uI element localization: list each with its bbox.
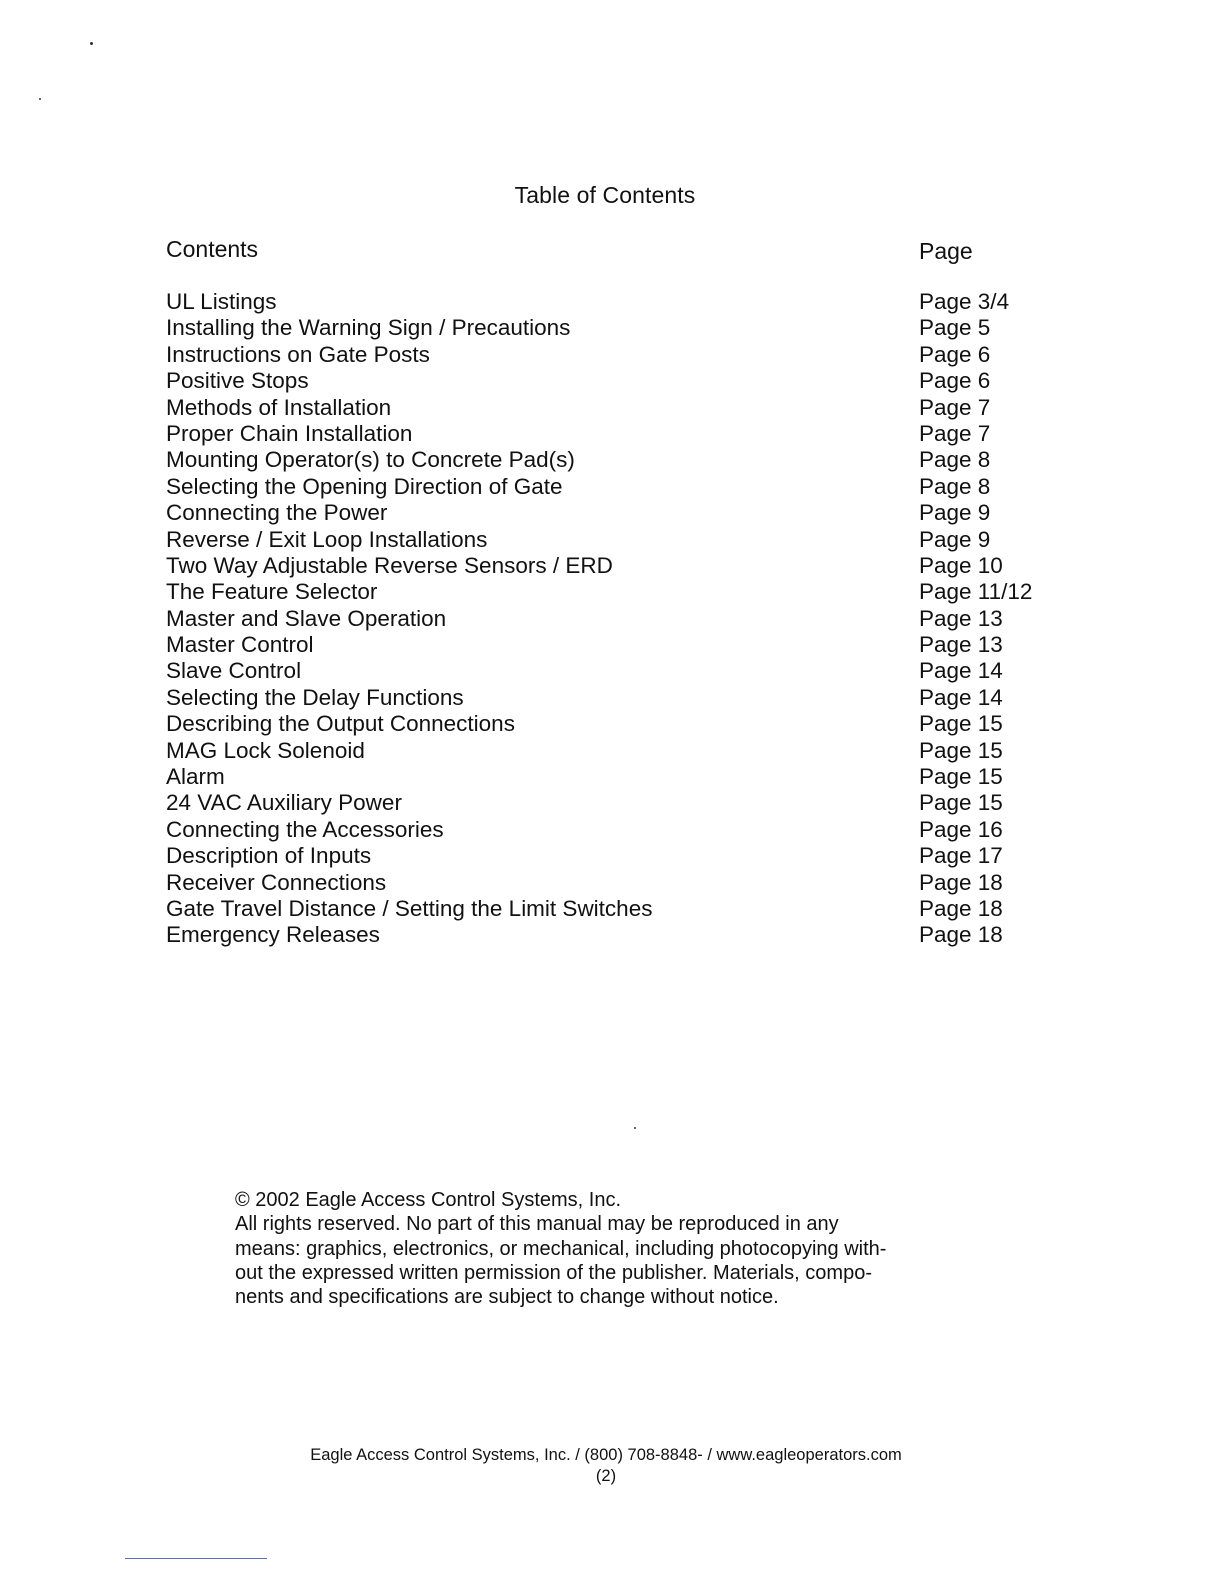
copyright-text-line: All rights reserved. No part of this manual may be reproduced in any [235,1213,839,1236]
toc-entry [166,658,1066,684]
toc-entry-title: Mounting Operator(s) to Concrete Pad(s) [166,447,575,473]
copyright-text-line: nents and specifications are subject to change without notice. [235,1286,779,1309]
footer-contact: Eagle Access Control Systems, Inc. / (800) 708-8848- / www.eagleoperators.com [310,1446,902,1464]
toc-entry-page: Page 10 [919,552,1003,578]
toc-entry [166,421,1066,447]
toc-entry [166,342,1066,368]
page-footer [0,1445,1212,1487]
toc-entry-page: Page 13 [919,605,1003,631]
toc-entry-title: 24 VAC Auxiliary Power [166,790,402,816]
scan-speck [39,98,41,100]
toc-entry-page: Page 8 [919,447,991,473]
toc-entry [166,685,1066,711]
toc-entry-page: Page 5 [919,315,991,341]
toc-entry-page: Page 9 [919,500,991,526]
toc-entry-page: Page 11/12 [919,579,1033,605]
toc-entry-page: Page 15 [919,790,1003,816]
toc-entry-title: Two Way Adjustable Reverse Sensors / ERD [166,552,613,578]
toc-entry [166,870,1066,896]
toc-entry-page: Page 3/4 [919,289,1010,314]
page-title: Table of Contents [514,182,696,208]
toc-entry-title: Master Control [166,632,314,658]
toc-entry-title: Connecting the Accessories [166,816,444,842]
toc-entry [166,579,1066,605]
toc-entry [166,843,1066,869]
toc-entry [166,922,1066,948]
toc-entry-title: Receiver Connections [166,869,387,895]
toc-entry [166,474,1066,500]
toc-entry-title: Proper Chain Installation [166,420,413,446]
toc-entry-page: Page 9 [919,526,991,552]
scan-speck [90,42,93,45]
toc-entry-title: Methods of Installation [166,394,392,420]
toc-entry-page: Page 15 [919,764,1003,790]
toc-entry [166,632,1066,658]
toc-entry-title: Reverse / Exit Loop Installations [166,526,488,552]
toc-entry [166,553,1066,579]
toc-entry-page: Page 18 [919,869,1003,895]
toc-entry-title: Description of Inputs [166,843,372,869]
toc-entry-page: Page 13 [919,632,1003,658]
toc-entry-page: Page 14 [919,684,1003,710]
toc-entry [166,896,1066,922]
toc-entry-title: Alarm [166,764,225,790]
toc-entry [166,738,1066,764]
toc-entry-page: Page 15 [919,711,1003,737]
footer-page-number: (2) [595,1467,617,1485]
toc-entry-page: Page 16 [919,816,1003,842]
toc-entry-title: UL Listings [166,289,277,314]
toc-entry-title: MAG Lock Solenoid [166,737,365,763]
toc-entry-page: Page 7 [919,420,991,446]
toc-entry [166,289,1066,315]
toc-entry-page: Page 18 [919,922,1003,948]
toc-entry-title: Instructions on Gate Posts [166,341,430,367]
toc-entry-page: Page 6 [919,368,991,394]
bottom-rule [125,1558,267,1559]
contents-column-label: Contents [166,236,259,262]
copyright-notice [235,1188,921,1309]
toc-entry [166,368,1066,394]
toc-entry-page: Page 7 [919,394,991,420]
toc-entry [166,527,1066,553]
page-column-label: Page [919,238,973,264]
toc-entry [166,447,1066,473]
copyright-text-line: means: graphics, electronics, or mechanical, including photocopying with- [235,1237,887,1260]
copyright-line: © 2002 Eagle Access Control Systems, Inc. [235,1189,622,1211]
toc-entry [166,500,1066,526]
toc-entry-title: Gate Travel Distance / Setting the Limit Switches [166,895,653,921]
toc-entry [166,764,1066,790]
toc-entry-title: Selecting the Opening Direction of Gate [166,473,563,499]
toc-entry-title: Selecting the Delay Functions [166,684,464,710]
toc-entry-title: The Feature Selector [166,579,378,605]
toc-entry-page: Page 15 [919,737,1003,763]
toc-entry-page: Page 14 [919,658,1003,684]
scan-speck [634,1127,636,1129]
toc-entry-page: Page 17 [919,843,1003,869]
toc-entry-title: Installing the Warning Sign / Precautions [166,315,571,341]
toc-entry-title: Positive Stops [166,368,309,394]
toc-entry [166,790,1066,816]
toc-header [166,236,1066,266]
toc-entry-title: Master and Slave Operation [166,605,447,631]
toc-list [166,289,1066,949]
toc-entry [166,315,1066,341]
toc-entry-title: Describing the Output Connections [166,711,515,737]
toc-entry-page: Page 6 [919,341,991,367]
toc-entry [166,395,1066,421]
toc-entry-page: Page 8 [919,473,991,499]
toc-entry [166,606,1066,632]
toc-entry [166,711,1066,737]
toc-entry-title: Slave Control [166,658,302,684]
toc-entry [166,817,1066,843]
copyright-text-line: out the expressed written permission of the publisher. Materials, compo- [235,1261,872,1284]
toc-entry-page: Page 18 [919,895,1003,921]
toc-entry-title: Connecting the Power [166,500,388,526]
toc-entry-title: Emergency Releases [166,922,380,948]
